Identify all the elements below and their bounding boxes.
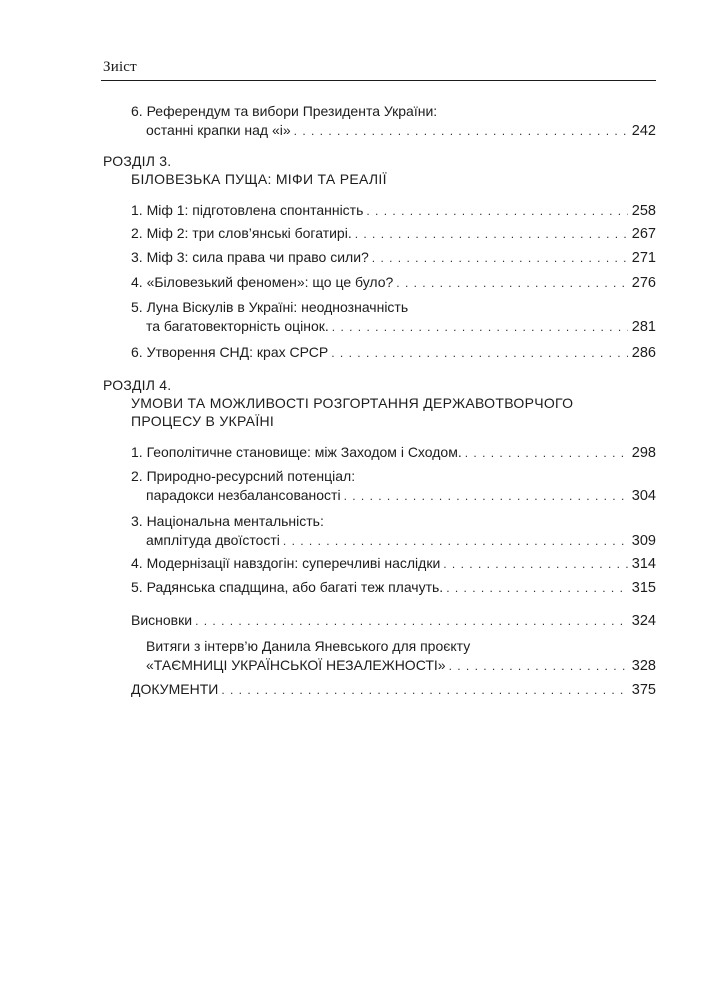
toc-page-number: 298 [631, 445, 656, 461]
toc-entry-line1: 3. Національна ментальність: [131, 513, 324, 529]
toc-page-number: 276 [631, 275, 656, 291]
dot-leader [332, 318, 628, 337]
toc-entry-title: та багатовекторність оцінок. [146, 318, 329, 334]
toc-entry-line1: Витяги з інтерв’ю Данила Яневського для проєкту [146, 638, 471, 654]
running-head: Зиіст [103, 59, 137, 75]
toc-page-number: 304 [631, 488, 656, 504]
dot-leader [465, 444, 628, 463]
toc-page-number: 258 [631, 203, 656, 219]
dot-leader [331, 344, 628, 363]
toc-entry[interactable] [131, 512, 656, 551]
dot-leader [366, 202, 627, 221]
toc-entry-title: 5. Радянська спадщина, або багаті теж плачуть. [131, 579, 444, 595]
toc-entry-line1: 6. Референдум та вибори Президента України: [131, 103, 438, 119]
toc-entry-title: парадокси незбалансованості [146, 487, 341, 503]
toc-page-number: 242 [631, 123, 656, 139]
dot-leader [344, 487, 628, 506]
toc-page-number: 267 [631, 226, 656, 242]
toc-page-number: 324 [631, 613, 656, 629]
toc-page-number: 375 [631, 682, 656, 698]
toc-entry-title: 1. Геополітичне становище: між Заходом і Сходом. [131, 444, 462, 460]
toc-entry[interactable] [131, 443, 656, 463]
toc-page-number: 309 [631, 533, 656, 549]
toc-page-number: 315 [631, 580, 656, 596]
toc-entry[interactable] [131, 102, 656, 141]
toc-entry[interactable] [131, 554, 656, 574]
toc-entry[interactable] [131, 248, 656, 268]
dot-leader [195, 612, 628, 631]
dot-leader [449, 657, 628, 676]
toc-entry[interactable] [131, 343, 656, 363]
dot-leader [294, 122, 628, 141]
toc-entry-title: 3. Міф 3: сила права чи право сили? [131, 249, 369, 265]
dot-leader [372, 249, 628, 268]
toc-entry-title: 1. Міф 1: підготовлена спонтанність [131, 202, 364, 218]
toc-entry-title: «ТАЄМНИЦІ УКРАЇНСЬКОЇ НЕЗАЛЕЖНОСТІ» [146, 657, 446, 673]
toc-entry-title: амплітуда двоїстості [146, 532, 280, 548]
toc-entry[interactable] [131, 298, 656, 337]
toc-page-number: 328 [631, 658, 656, 674]
dot-leader [396, 274, 628, 293]
section-label: РОЗДІЛ 4. [103, 377, 172, 393]
toc-entry[interactable] [131, 578, 656, 598]
dot-leader [443, 555, 628, 574]
dot-leader [283, 532, 628, 551]
toc-entry[interactable] [146, 637, 656, 676]
section-label: РОЗДІЛ 3. [103, 153, 172, 169]
toc-entry[interactable] [131, 611, 656, 631]
toc-entry-title: 2. Міф 2: три слов’янські богатирі. [131, 225, 352, 241]
section-title: БІЛОВЕЗЬКА ПУЩА: МІФИ ТА РЕАЛІЇ [131, 171, 387, 187]
toc-entry-title: 6. Утворення СНД: крах СРСР [131, 344, 329, 360]
toc-entry-title: останні крапки над «і» [146, 122, 291, 138]
toc-entry[interactable] [131, 201, 656, 221]
toc-entry-title: 4. «Біловезький феномен»: що це було? [131, 274, 394, 290]
dot-leader [355, 225, 628, 244]
toc-page-number: 281 [631, 319, 656, 335]
toc-entry[interactable] [131, 680, 656, 700]
toc-page-number: 314 [631, 556, 656, 572]
dot-leader [221, 681, 627, 700]
toc-entry[interactable] [131, 273, 656, 293]
section-title: ПРОЦЕСУ В УКРАЇНІ [131, 413, 275, 429]
section-title: УМОВИ ТА МОЖЛИВОСТІ РОЗГОРТАННЯ ДЕРЖАВОТВОРЧОГО [131, 395, 574, 411]
toc-entry-line1: 5. Луна Віскулів в Україні: неоднозначність [131, 299, 409, 315]
header-rule [101, 80, 656, 81]
toc-entry[interactable] [131, 467, 656, 506]
toc-entry-title: ДОКУМЕНТИ [131, 681, 219, 697]
toc-entry-title: 4. Модернізації навздогін: суперечливі наслідки [131, 555, 441, 571]
dot-leader [446, 579, 628, 598]
toc-entry-line1: 2. Природно-ресурсний потенціал: [131, 468, 356, 484]
toc-page-number: 271 [631, 250, 656, 266]
toc-page-number: 286 [631, 345, 656, 361]
toc-entry[interactable] [131, 224, 656, 244]
toc-entry-title: Висновки [131, 612, 193, 628]
